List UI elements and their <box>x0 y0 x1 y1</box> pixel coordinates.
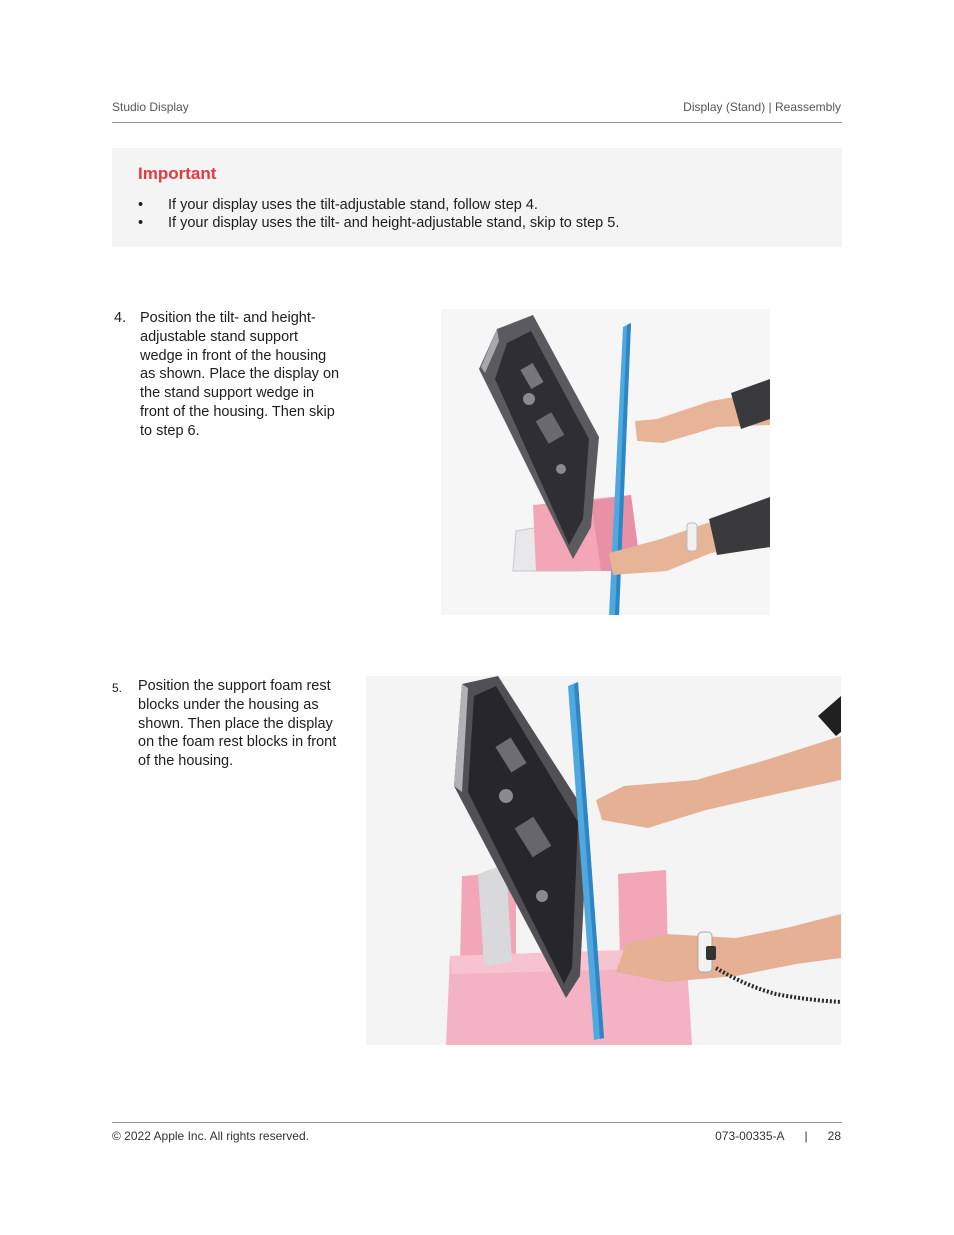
header-section: Display (Stand) | Reassembly <box>683 100 841 114</box>
step-text: Position the tilt- and height-adjustable stand support wedge in front of the housing as shown. Place the display on the stand support wedge in front of the housing. Then skip to step 6. <box>140 310 340 439</box>
footer-meta <box>715 1129 841 1143</box>
step-5-illustration <box>366 676 841 1045</box>
important-item <box>138 196 816 214</box>
bullet-icon: • <box>138 215 144 231</box>
important-item <box>138 214 816 232</box>
important-list <box>138 196 816 232</box>
footer-copyright: © 2022 Apple Inc. All rights reserved. <box>112 1129 309 1143</box>
header-divider <box>112 122 842 123</box>
step-4-illustration <box>441 309 770 615</box>
important-title: Important <box>138 164 217 183</box>
important-callout <box>112 148 842 247</box>
step-text: Position the support foam rest blocks under the housing as shown. Then place the display on the foam rest blocks in front of the housing. <box>138 678 337 770</box>
important-item-text: If your display uses the tilt-adjustable stand, follow step 4. <box>168 197 538 213</box>
header-title: Studio Display <box>112 100 189 114</box>
step-number: 5. <box>112 681 123 695</box>
bullet-icon: • <box>138 197 144 213</box>
step-4-photo <box>441 309 770 615</box>
page-number: 28 <box>827 1129 841 1143</box>
step-5-photo <box>366 676 841 1045</box>
footer-divider <box>112 1122 842 1123</box>
footer-separator: | <box>804 1129 808 1143</box>
important-item-text: If your display uses the tilt- and height-adjustable stand, skip to step 5. <box>168 215 620 231</box>
step-number: 4. <box>114 310 127 326</box>
doc-number: 073-00335-A <box>715 1129 785 1143</box>
